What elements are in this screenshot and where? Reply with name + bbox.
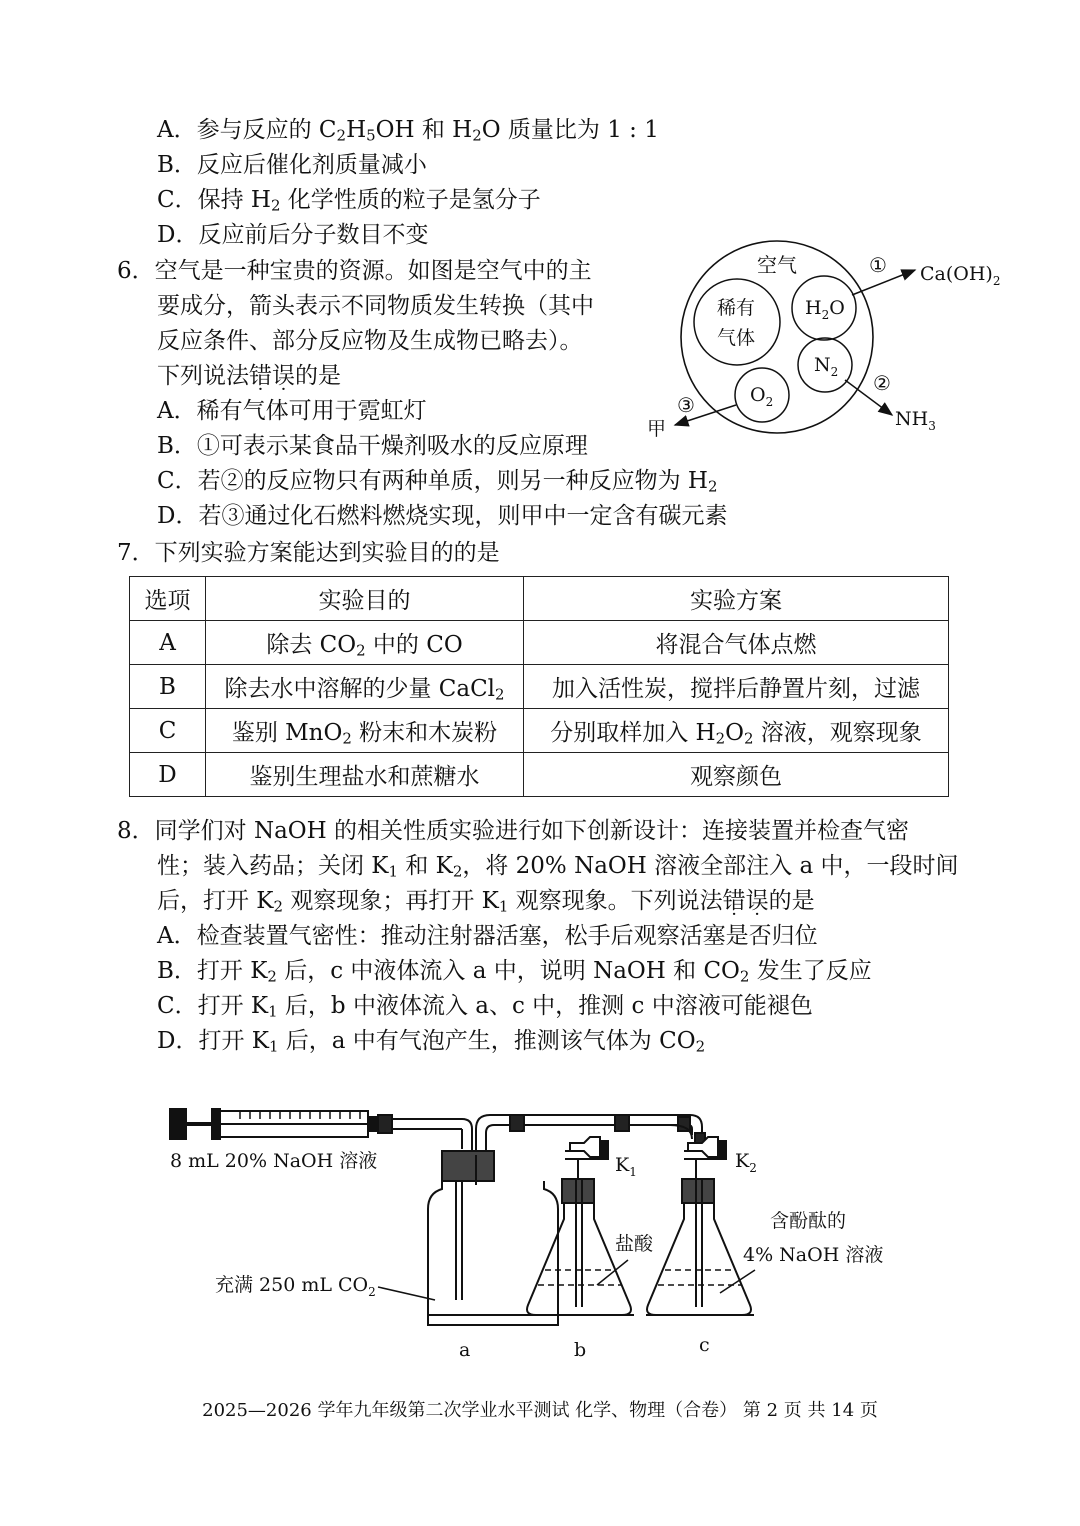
q5-option-b: B．反应后催化剂质量减小 (157, 152, 427, 178)
q8-stem-2: 性；装入药品；关闭 $K_1$ 和 $K_2$，将 20% NaOH 溶液全部注入 a 中，一段时间 (157, 853, 959, 881)
header-goal: 实验目的 (206, 577, 524, 621)
row-plan: 观察颜色 (524, 753, 949, 797)
bottle-label-line (378, 1287, 435, 1300)
product-jia: 甲 (647, 418, 667, 440)
air-label: 空气 (757, 253, 797, 277)
k1-label: $K_1$ (615, 1154, 637, 1179)
table-row (130, 709, 949, 753)
h2o-label: $H_2O$ (805, 297, 845, 322)
header-option: 选项 (130, 577, 206, 621)
table-row (130, 665, 949, 709)
mark-2: ② (873, 371, 891, 395)
page-footer: 2025—2026 学年九年级第二次学业水平测试 化学、物理（合卷） 第 2 页 共 14 页 (202, 1400, 878, 1421)
syringe (170, 1109, 392, 1139)
tubing (378, 1115, 705, 1161)
row-goal: 鉴别生理盐水和蔗糖水 (206, 753, 524, 797)
row-goal: 除去 $CO_2$ 中的 CO (206, 621, 524, 665)
rare-gas-label-1: 稀有 (717, 297, 756, 319)
q6-option-b: B．①可表示某食品干燥剂吸水的反应原理 (157, 433, 588, 459)
table-row (130, 753, 949, 797)
q6-question: 下列说法错误的是 (157, 363, 341, 389)
row-goal: 除去水中溶解的少量 CaCl$_2$ (206, 665, 524, 709)
q7-stem: 7．下列实验方案能达到实验目的的是 (117, 540, 500, 566)
header-plan: 实验方案 (524, 577, 949, 621)
q8-stem-3: 后，打开 $K_2$ 观察现象；再打开 $K_1$ 观察现象。下列说法错误的是 (157, 888, 815, 916)
air-composition-diagram (640, 240, 1020, 440)
naoh-apparatus-diagram (160, 1095, 920, 1365)
q5-option-d: D．反应前后分子数目不变 (157, 222, 429, 248)
q8-option-d: D．打开 $K_1$ 后，a 中有气泡产生，推测该气体为 $CO_2$ (157, 1028, 706, 1056)
rare-gas-circle (694, 279, 780, 365)
bottle-label: 充满 250 mL $CO_2$ (215, 1274, 376, 1299)
q6-stem-2: 要成分，箭头表示不同物质发生转换（其中 (157, 293, 594, 319)
acid-label: 盐酸 (615, 1233, 654, 1255)
q5-option-a: A．参与反应的 $C_2H_5OH$ 和 $H_2O$ 质量比为 1 : 1 (157, 117, 659, 145)
row-key: D (130, 753, 206, 797)
row-goal: 鉴别 MnO$_2$ 粉末和木炭粉 (206, 709, 524, 753)
k2-label: $K_2$ (735, 1150, 757, 1175)
q5-option-c: C．保持 $H_2$ 化学性质的粒子是氢分子 (157, 187, 541, 215)
o2-label: $O_2$ (750, 384, 774, 409)
row-plan: 加入活性炭，搅拌后静置片刻，过滤 (524, 665, 949, 709)
bottle-a (428, 1151, 558, 1325)
table-row (130, 621, 949, 665)
n2-label: $N_2$ (814, 354, 839, 379)
label-b: b (574, 1339, 587, 1361)
q6-option-c: C．若②的反应物只有两种单质，则另一种反应物为 $H_2$ (157, 468, 718, 496)
q8-stem-1: 8．同学们对 NaOH 的相关性质实验进行如下创新设计：连接装置并检查气密 (117, 818, 910, 844)
q6-stem-3: 反应条件、部分反应物及生成物已略去）。 (157, 328, 583, 354)
product-caoh2: $Ca(OH)_2$ (920, 263, 1001, 288)
product-nh3: $NH_3$ (895, 408, 936, 433)
mark-3: ③ (677, 393, 695, 417)
q8-option-b: B．打开 $K_2$ 后，c 中液体流入 a 中，说明 NaOH 和 $CO_2$ 发生了反应 (157, 958, 872, 986)
label-c: c (699, 1334, 710, 1356)
q6-option-d: D．若③通过化石燃料燃烧实现，则甲中一定含有碳元素 (157, 503, 728, 529)
q6-stem-1: 6．空气是一种宝贵的资源。如图是空气中的主 (117, 258, 592, 284)
row-key: C (130, 709, 206, 753)
syringe-label: 8 mL 20% NaOH 溶液 (170, 1150, 378, 1172)
rare-gas-label-2: 气体 (717, 327, 756, 349)
c-solution-label-2: 4% NaOH 溶液 (743, 1244, 884, 1266)
row-key: B (130, 665, 206, 709)
q8-option-c: C．打开 $K_1$ 后，b 中液体流入 a、c 中，推测 c 中溶液可能褪色 (157, 993, 813, 1021)
table-header-row (130, 577, 949, 621)
label-a: a (459, 1339, 471, 1361)
c-solution-label-1: 含酚酞的 (770, 1210, 847, 1232)
q8-option-a: A．检查装置气密性：推动注射器活塞，松手后观察活塞是否归位 (157, 923, 818, 949)
row-key: A (130, 621, 206, 665)
q7-table (129, 576, 949, 797)
row-plan: 分别取样加入 $H_2O_2$ 溶液，观察现象 (524, 709, 949, 753)
row-plan: 将混合气体点燃 (524, 621, 949, 665)
q6-option-a: A．稀有气体可用于霓虹灯 (157, 398, 427, 424)
mark-1: ① (869, 253, 887, 277)
